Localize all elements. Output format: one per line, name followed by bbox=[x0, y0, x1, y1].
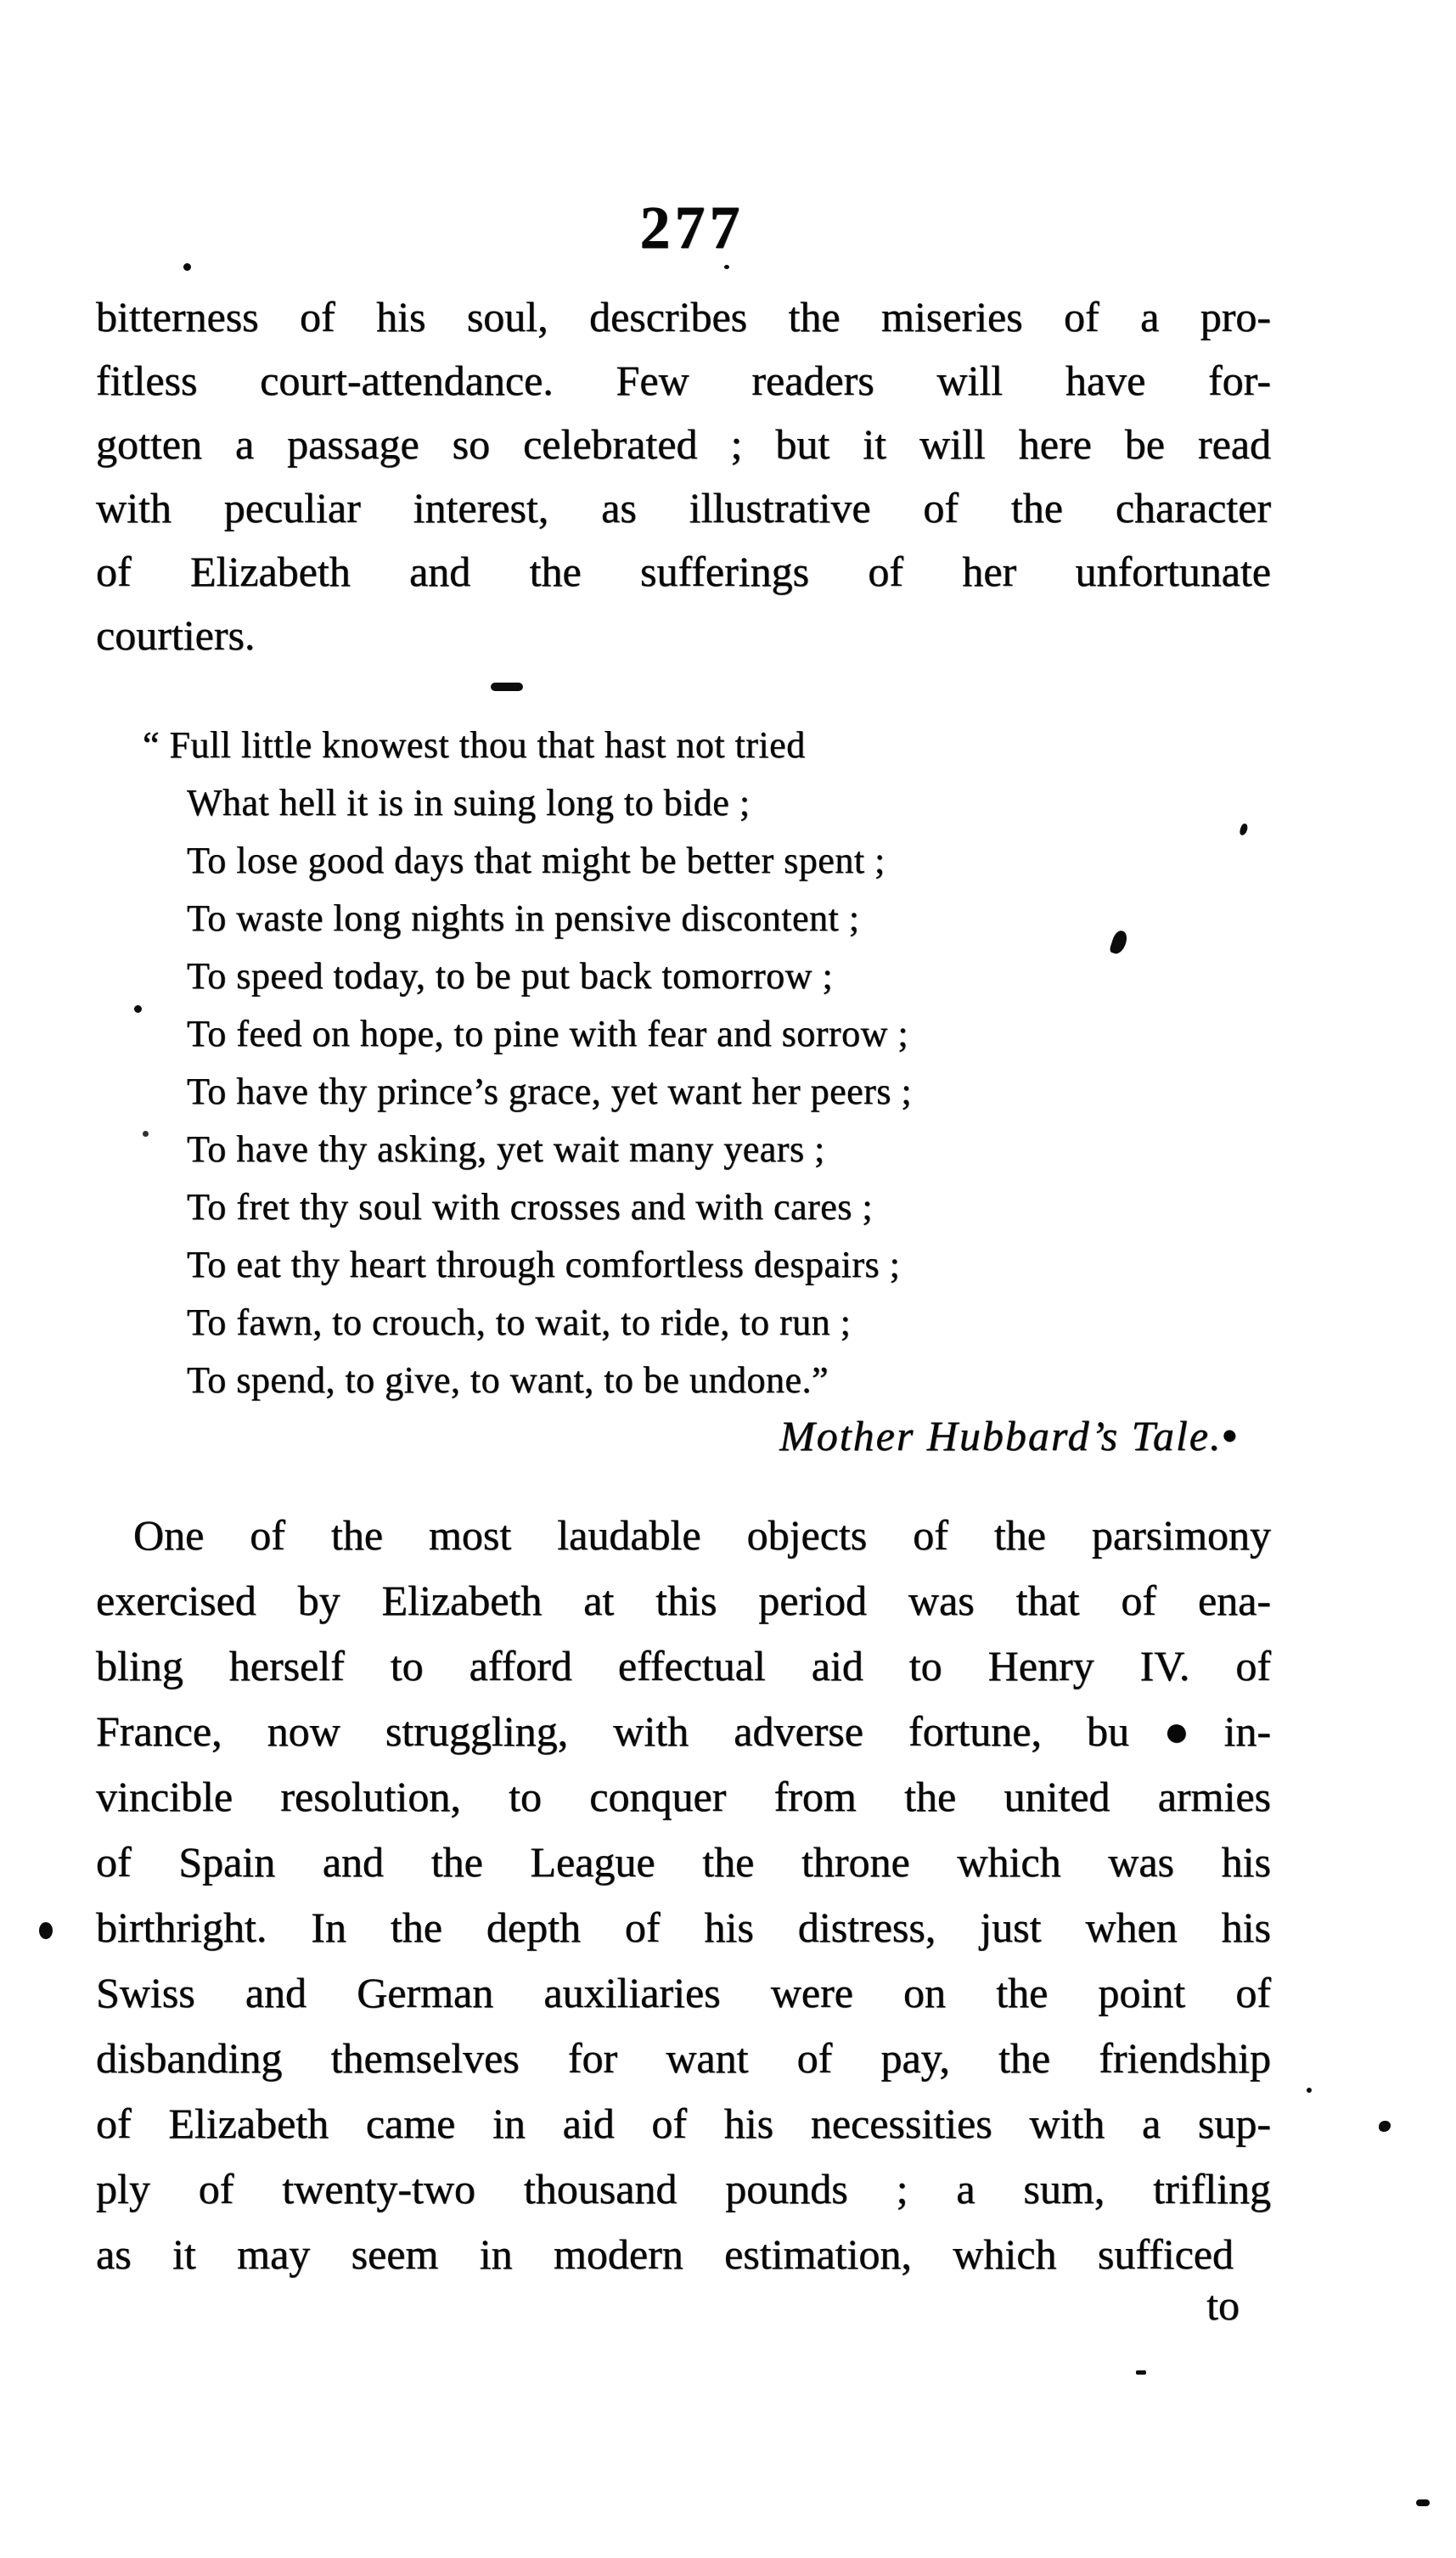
text-line: France, now struggling, with adverse fortune, bu●in- bbox=[96, 1707, 1271, 1755]
poem-line: To spend, to give, to want, to be undone.” bbox=[187, 1359, 829, 1401]
ink-speck bbox=[134, 1005, 142, 1013]
ink-speck bbox=[1416, 2499, 1430, 2506]
ink-speck bbox=[1136, 2370, 1146, 2375]
poem-line: To have thy asking, yet wait many years ; bbox=[187, 1128, 825, 1170]
text-line: courtiers. bbox=[96, 611, 256, 659]
text-line: gotten a passage so celebrated ; but it will here be read bbox=[96, 420, 1271, 468]
text-line: Swiss and German auxiliaries were on the point of bbox=[96, 1969, 1271, 2016]
text-line: vincible resolution, to conquer from the united armies bbox=[96, 1773, 1271, 1820]
poem-line: To have thy prince’s grace, yet want her peers ; bbox=[187, 1071, 913, 1112]
text-line: bling herself to afford effectual aid to Henry IV. of bbox=[96, 1642, 1271, 1689]
ink-speck bbox=[143, 1131, 149, 1137]
text-line: fitless court-attendance. Few readers will have for- bbox=[96, 357, 1271, 404]
poem-line: To eat thy heart through comfortless despairs ; bbox=[187, 1244, 901, 1285]
text-line: of Spain and the League the throne which was his bbox=[96, 1838, 1271, 1886]
ink-speck bbox=[1239, 823, 1248, 836]
opening-paragraph bbox=[96, 285, 1271, 667]
text-line: as it may seem in modern estimation, which sufficed bbox=[96, 2230, 1234, 2278]
catchword: to bbox=[1206, 2281, 1240, 2329]
poem-line: To waste long nights in pensive discontent ; bbox=[187, 897, 860, 939]
ink-speck bbox=[1307, 2088, 1312, 2093]
poem-line: To fawn, to crouch, to wait, to ride, to run ; bbox=[187, 1301, 852, 1343]
poem-block bbox=[143, 717, 1189, 1409]
text-line: with peculiar interest, as illustrative of the character bbox=[96, 484, 1271, 531]
ink-speck bbox=[1379, 2121, 1391, 2132]
text-line: bitterness of his soul, describes the miseries of a pro- bbox=[96, 293, 1271, 340]
attribution-ink-blot: • bbox=[1222, 1412, 1237, 1459]
poem-line: To speed today, to be put back tomorrow ; bbox=[187, 955, 834, 997]
text-line: birthright. In the depth of his distress, just when his bbox=[96, 1903, 1271, 1951]
poem-line: To feed on hope, to pine with fear and sorrow ; bbox=[187, 1013, 909, 1054]
text-line: disbanding themselves for want of pay, the friendship bbox=[96, 2034, 1271, 2082]
poem-attribution bbox=[96, 1409, 1237, 1462]
text-line: of Elizabeth and the sufferings of her unfortunate bbox=[96, 548, 1271, 595]
margin-dot bbox=[39, 1922, 53, 1939]
text-line: ply of twenty-two thousand pounds ; a sum, trifling bbox=[96, 2165, 1271, 2212]
ink-speck bbox=[724, 265, 729, 269]
poem-line: What hell it is in suing long to bide ; bbox=[187, 782, 750, 824]
ink-speck bbox=[183, 263, 191, 271]
page-number: 277 bbox=[639, 194, 745, 261]
text-line: exercised by Elizabeth at this period was that of ena- bbox=[96, 1577, 1271, 1624]
text-line: of Elizabeth came in aid of his necessities with a sup- bbox=[96, 2100, 1271, 2147]
text-line: One of the most laudable objects of the parsimony bbox=[133, 1511, 1271, 1559]
ink-speck bbox=[491, 683, 523, 691]
body-paragraph bbox=[96, 1503, 1271, 2287]
poem-line: To lose good days that might be better spent ; bbox=[187, 840, 885, 881]
poem-line: To fret thy soul with crosses and with cares ; bbox=[187, 1186, 874, 1228]
poem-line: “ Full little knowest thou that hast not tried bbox=[143, 724, 806, 766]
attribution-text: Mother Hubbard’s Tale. bbox=[779, 1412, 1223, 1459]
